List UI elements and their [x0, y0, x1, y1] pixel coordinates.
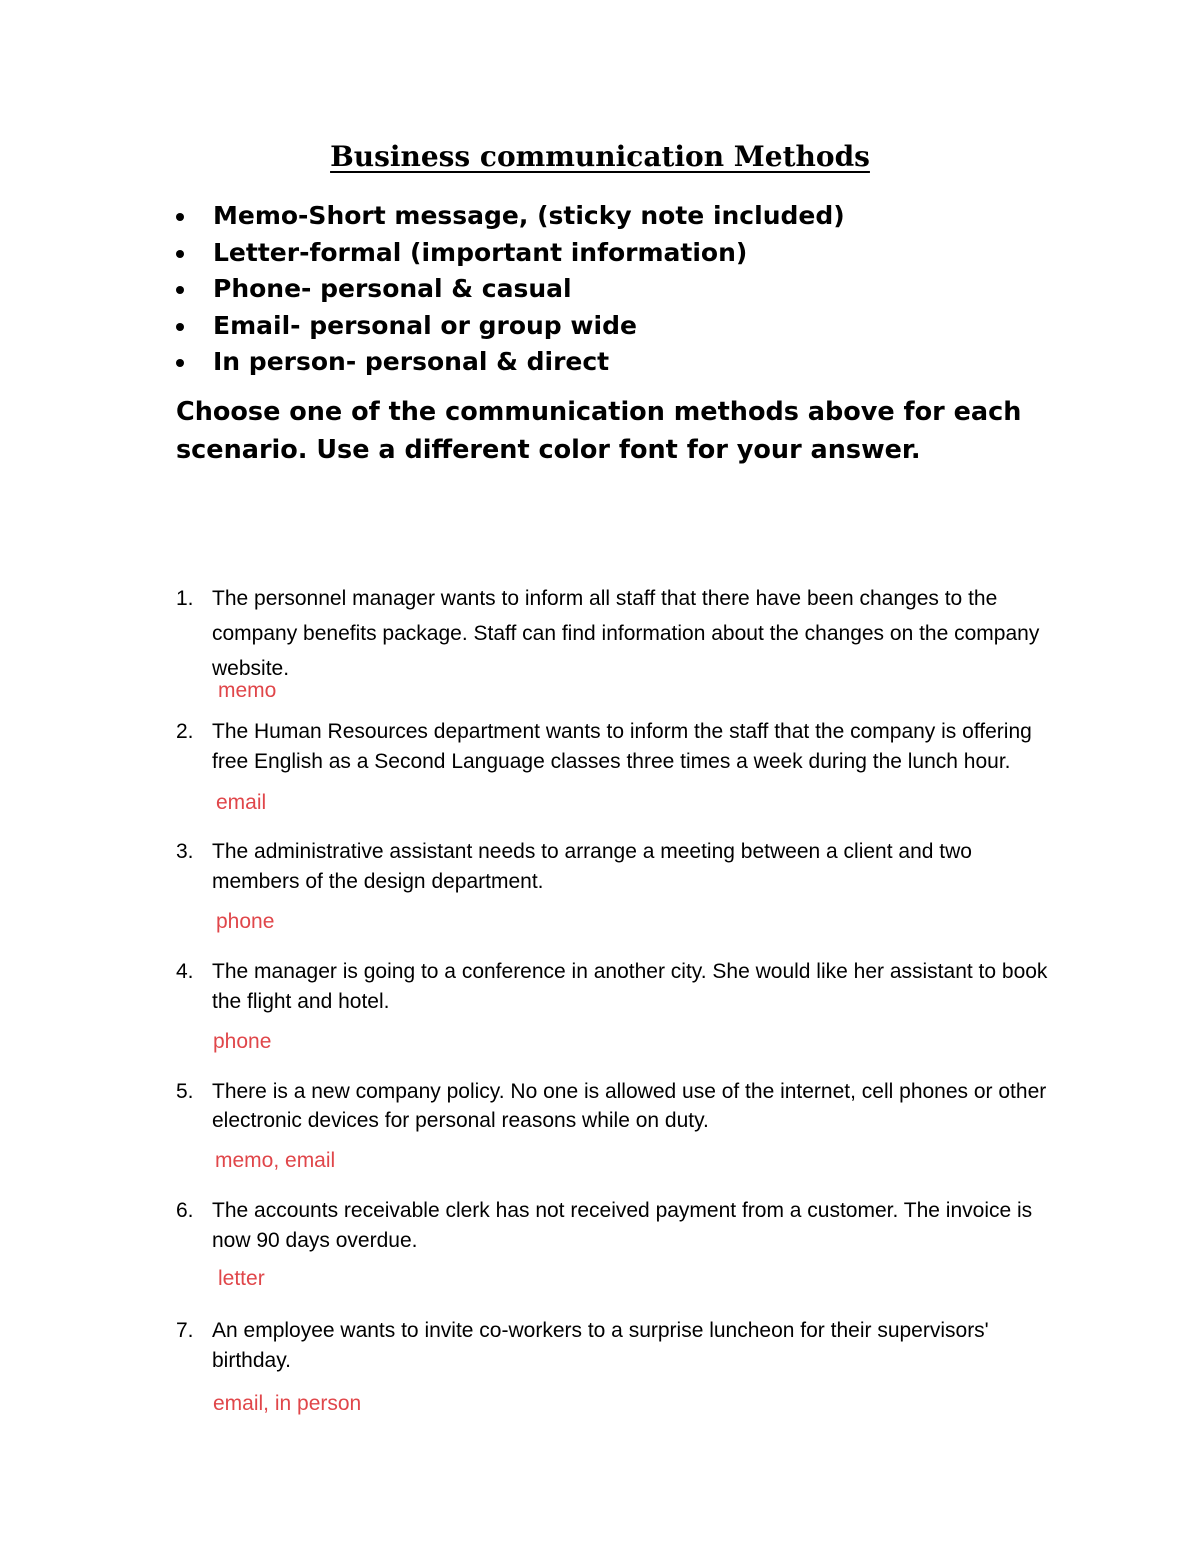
method-label: Email- personal or group wide: [213, 310, 637, 340]
question-text: An employee wants to invite co-workers to a surprise luncheon for their supervisors' birthday.: [212, 1319, 989, 1372]
bullet-icon: [176, 213, 184, 221]
answer-text-4: phone: [213, 1030, 272, 1053]
question-number: 6.: [176, 1199, 194, 1222]
question-number: 2.: [176, 720, 194, 743]
answer-text-7: email, in person: [213, 1392, 362, 1415]
method-label: In person- personal & direct: [213, 347, 610, 376]
question-number: 5.: [176, 1080, 194, 1103]
method-label: Phone- personal & casual: [213, 274, 572, 303]
method-item-in-person: [176, 344, 845, 381]
question-number: 3.: [176, 840, 194, 863]
method-label: Memo-Short message, (sticky note included): [213, 201, 845, 230]
method-item-phone: [176, 271, 845, 308]
methods-list: [176, 198, 845, 381]
question-text: There is a new company policy. No one is allowed use of the internet, cell phones or other electronic devices for personal reasons while on duty.: [212, 1080, 1047, 1132]
method-label: Letter-formal (important information): [213, 237, 748, 267]
method-item-email: [176, 308, 845, 345]
question-text: The Human Resources department wants to inform the staff that the company is offering free English as a Second Language classes three times a week during the lunch hour.: [212, 720, 1032, 773]
bullet-icon: [176, 286, 184, 294]
question-text: The administrative assistant needs to arrange a meeting between a client and two members of the design department.: [212, 840, 972, 893]
answer-text-2: email: [216, 791, 267, 814]
bullet-icon: [176, 323, 184, 331]
bullet-icon: [176, 250, 184, 258]
answer-text-6: letter: [218, 1267, 265, 1290]
method-item-letter: [176, 235, 845, 272]
question-number: 4.: [176, 960, 194, 983]
document-title: Business communication Methods: [330, 140, 870, 173]
method-item-memo: [176, 198, 845, 235]
question-number: 1.: [176, 587, 194, 610]
question-number: 7.: [176, 1319, 194, 1342]
question-text: The personnel manager wants to inform all staff that there have been changes to the company benefits package. Staff can find information about the changes on the company website.: [212, 587, 1040, 680]
bullet-icon: [176, 359, 184, 367]
answer-text-3: phone: [216, 910, 275, 933]
instructions-text: Choose one of the communication methods above for each scenario. Use a different color font for your answer.: [176, 397, 1022, 465]
answer-text-1: memo: [218, 679, 277, 702]
question-text: The accounts receivable clerk has not received payment from a customer. The invoice is now 90 days overdue.: [212, 1199, 1033, 1252]
answer-text-5: memo, email: [215, 1149, 336, 1172]
question-text: The manager is going to a conference in another city. She would like her assistant to book the flight and hotel.: [212, 960, 1048, 1013]
